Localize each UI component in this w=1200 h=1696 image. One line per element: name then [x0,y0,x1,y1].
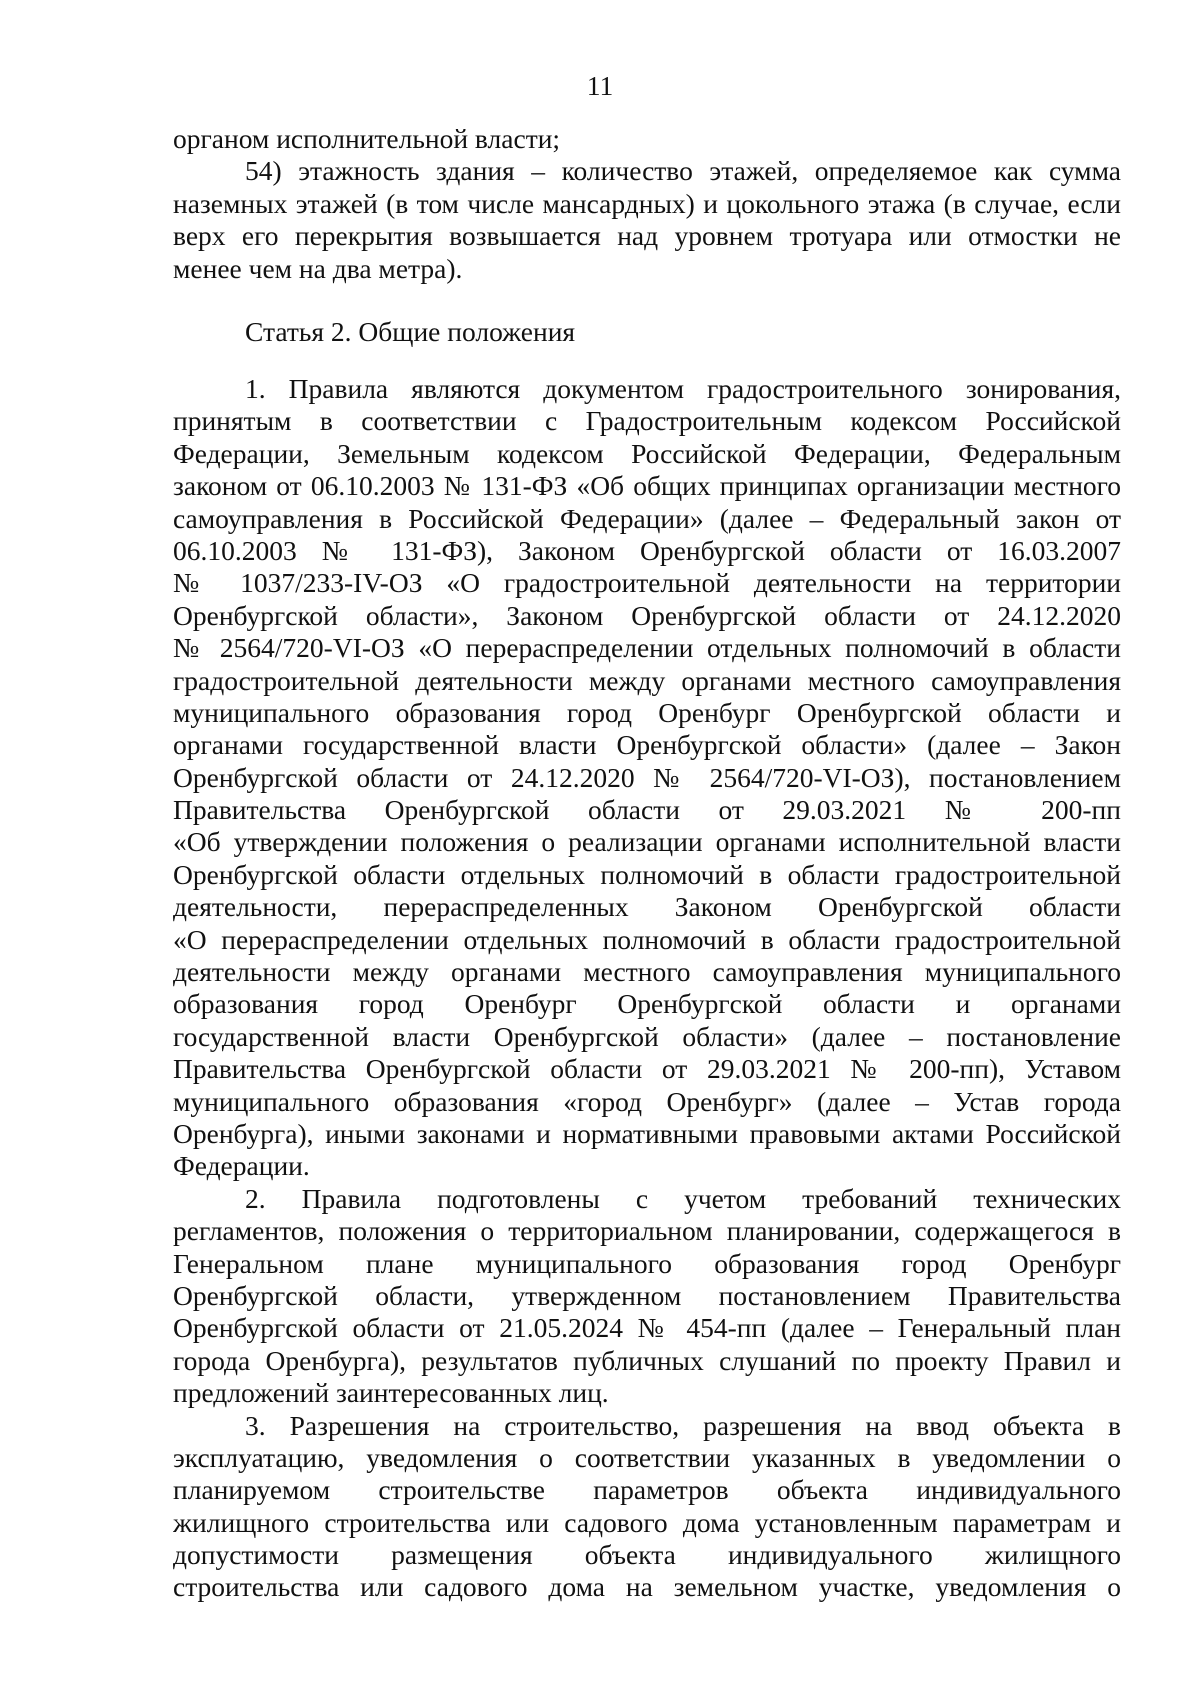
text-line: органами государственной власти Оренбургской области» (далее – Закон [173,729,1121,761]
top-paragraph [173,123,1121,285]
text-line: государственной власти Оренбургской области» (далее – постановление [173,1020,1121,1052]
text-line: Оренбургской области отдельных полномочий в области градостроительной [173,858,1121,890]
text-line: образования город Оренбург Оренбургской области и органами [173,988,1121,1020]
text-line: № 1037/233-IV-ОЗ «О градостроительной деятельности на территории [173,567,1121,599]
text-line: органом исполнительной власти; [173,123,561,154]
text-line: 3. Разрешения на строительство, разрешения на ввод объекта в [245,1409,1121,1441]
text-line: Федерации. [173,1150,310,1182]
text-line: Оренбурга), иными законами и нормативными правовыми актами Российской [173,1117,1121,1149]
text-line: менее чем на два метра). [173,252,463,284]
text-line: 06.10.2003 № 131-ФЗ), Законом Оренбургской области от 16.03.2007 [173,534,1121,566]
text-line: допустимости размещения объекта индивидуального жилищного [173,1539,1121,1571]
text-line: строительства или садового дома на земельном участке, уведомления о [173,1571,1121,1603]
page-number: 11 [586,70,614,101]
text-line: планируемом строительстве параметров объекта индивидуального [173,1474,1121,1506]
text-line: Оренбургской области», Законом Оренбургской области от 24.12.2020 [173,599,1121,631]
text-line: предложений заинтересованных лиц. [173,1377,609,1409]
text-line: Генеральном плане муниципального образования город Оренбург [173,1247,1121,1279]
text-line: 54) этажность здания – количество этажей, определяемое как сумма [245,155,1121,187]
text-line: Правительства Оренбургской области от 29.03.2021 № 200-пп [173,794,1121,826]
article-heading: Статья 2. Общие положения [245,316,576,347]
text-line: муниципального образования «город Оренбург» (далее – Устав города [173,1085,1121,1117]
text-line: наземных этажей (в том числе мансардных) и цокольного этажа (в случае, если [173,187,1121,219]
text-line: самоуправления в Российской Федерации» (далее – Федеральный закон от [173,502,1121,534]
text-line: города Оренбурга), результатов публичных слушаний по проекту Правил и [173,1344,1121,1376]
text-line: деятельности между органами местного самоуправления муниципального [173,956,1121,988]
text-line: деятельности, перераспределенных Законом Оренбургской области [173,891,1121,923]
text-line: 1. Правила являются документом градостроительного зонирования, [245,373,1121,404]
text-line: «Об утверждении положения о реализации органами исполнительной власти [173,826,1121,858]
text-line: Федерации, Земельным кодексом Российской Федерации, Федеральным [173,437,1121,469]
text-line: градостроительной деятельности между органами местного самоуправления [173,664,1121,696]
text-line: Оренбургской области, утвержденном постановлением Правительства [173,1279,1121,1311]
text-line: жилищного строительства или садового дома установленным параметрам и [173,1506,1121,1538]
text-line: законом от 06.10.2003 № 131-ФЗ «Об общих принципах организации местного [173,470,1121,502]
text-line: верх его перекрытия возвышается над уровнем тротуара или отмостки не [173,220,1121,252]
text-line: Правительства Оренбургской области от 29.03.2021 № 200-пп), Уставом [173,1053,1121,1085]
text-line: Оренбургской области от 24.12.2020 № 2564/720-VI-ОЗ), постановлением [173,761,1121,793]
text-line: Оренбургской области от 21.05.2024 № 454-пп (далее – Генеральный план [173,1312,1121,1344]
text-line: 2. Правила подготовлены с учетом требований технических [245,1182,1121,1214]
text-line: принятым в соответствии с Градостроительным кодексом Российской [173,405,1121,437]
text-line: № 2564/720-VI-ОЗ «О перераспределении отдельных полномочий в области [173,632,1121,664]
text-line: муниципального образования город Оренбург Оренбургской области и [173,696,1121,728]
text-line: эксплуатацию, уведомления о соответствии указанных в уведомлении о [173,1441,1121,1473]
article-body [173,373,1121,1604]
text-line: регламентов, положения о территориальном планировании, содержащегося в [173,1215,1121,1247]
text-line: «О перераспределении отдельных полномочий в области градостроительной [173,923,1121,955]
